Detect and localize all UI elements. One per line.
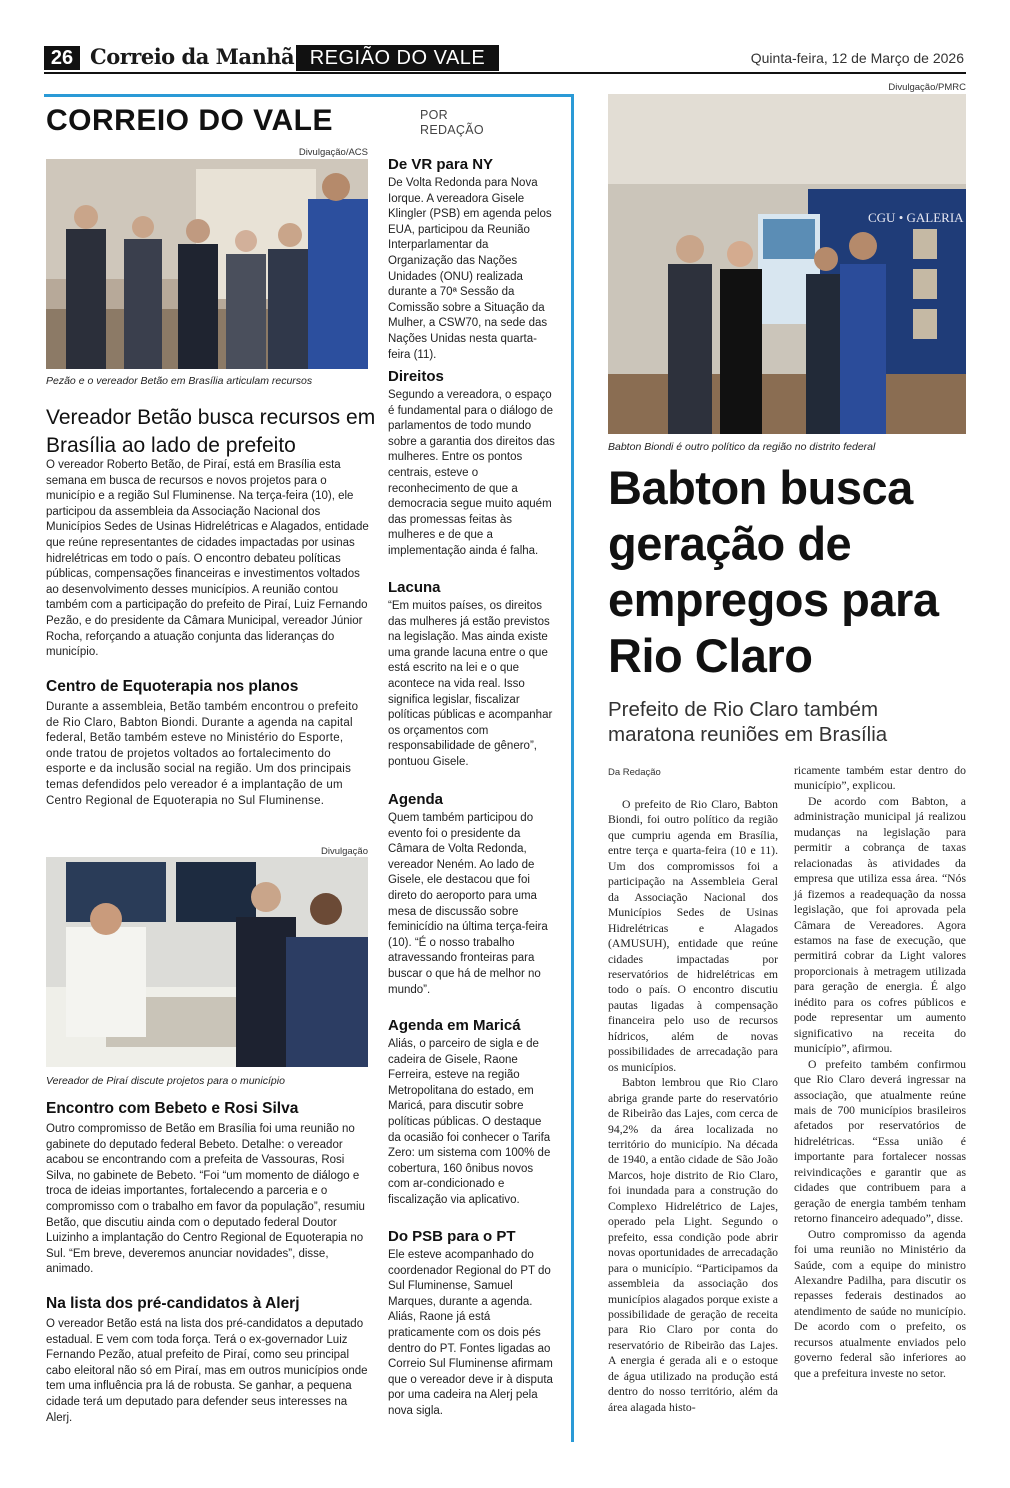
photo3-credit: Divulgação/PMRC	[888, 82, 966, 93]
article2-paragraph-4: O prefeito também confirmou que Rio Claro deverá ingressar na associação, que atualmente reúne mais de 700 municípios brasileiros afetados por reservatórios de hidrelétricas. “Essa união é importante para fortalecer nossas reivindicações e garantir que as cidades que contribuem para a geração de energia também tenham retorno financeiro adequado”, disse.	[794, 1057, 966, 1226]
photo2-caption: Vereador de Piraí discute projetos para o município	[46, 1075, 285, 1087]
note-title: De VR para NY	[388, 156, 494, 173]
note-title: Lacuna	[388, 579, 441, 596]
article1-headline: Vereador Betão busca recursos em Brasília ao lado de prefeito	[46, 406, 376, 457]
article1-subhead-equoterapia: Centro de Equoterapia nos planos	[46, 678, 299, 695]
note-text: Aliás, o parceiro de sigla e de cadeira de Gisele, Raone Ferreira, esteve na região Metropolitana do estado, em Maricá, para discutir sobre políticas públicas. O destaque da ocasião foi conhecer o Tarifa Zero: um sistema com 100% de cobertura, 160 ônibus novos com ar-condicionado e fiscalização via aplicativo.	[388, 1038, 551, 1206]
note-text: De Volta Redonda para Nova Iorque. A vereadora Gisele Klingler (PSB) em agenda pelos EUA, participou da Reunião Interparlamentar da Organização das Nações Unidades (ONU) realizada durante a 70ª Sessão da Comissão sobre a Situação da Mulher, a CSW70, na sede das Nações Unidas nesta quarta-feira (11).	[388, 177, 552, 361]
photo2-credit: Divulgação	[321, 846, 368, 857]
article1-paragraph-2: Durante a assembleia, Betão também encontrou o prefeito de Rio Claro, Babton Biondi. Durante a agenda na capital federal, Betão também esteve no Ministério do Esporte, onde tratou de projetos voltados ao fortalecimento do esporte e da inclusão social na região. Um dos principais temas defendidos pelo vereador é a implantação de um Centro Regional de Equoterapia no Sul Fluminense.	[46, 701, 359, 807]
page-number: 26	[44, 46, 80, 70]
note-lacuna	[388, 579, 556, 771]
photo-office-meeting	[46, 857, 368, 1067]
article2-paragraph-5: Outro compromisso da agenda foi uma reunião no Ministério da Saúde, com a equipe do ministro Alexandre Padilha, para discutir os repasses federais destinados ao atendimento de saúde no município. De acordo com o prefeito, os recursos atualmente enviados pelo governo federal são inferiores ao que a prefeitura investe no setor.	[794, 1227, 966, 1380]
photo1-caption: Pezão e o vereador Betão em Brasília articulam recursos	[46, 375, 313, 387]
photo3-caption: Babton Biondi é outro político da região no distrito federal	[608, 441, 876, 453]
note-title: Agenda	[388, 791, 444, 808]
note-title: Direitos	[388, 368, 444, 385]
photo-cgu-gallery	[608, 94, 966, 434]
note-text: Quem também participou do evento foi o presidente da Câmara de Volta Redonda, vereador Neném. Ao lado de Gisele, ele destacou que foi direto do aeroporto para uma mesa de discussão sobre feminicídio na última terça-feira (10). “É o nosso trabalho atravessando fronteiras para buscar o que há de melhor no mundo”.	[388, 812, 548, 996]
gallery-sign-text: CGU • GALERIA	[868, 210, 964, 225]
byline-line-2: REDAÇÃO	[420, 123, 484, 137]
article2-paragraph-1: O prefeito de Rio Claro, Babton Biondi, foi outro político da região que cumpriu agenda em Brasília, entre terça e quarta-feira (10 e 11). Um dos compromissos foi a participação na Assembleia Geral da Associação Nacional dos Municípios Sedes de Usinas Hidrelétricas e Alagados (AMUSUH), entidade que reúne cidades impactadas por reservatórios de hidrelétricas em todo o país. O encontro discutiu pautas ligadas à compensação financeira pelo uso de recursos hídricos, além de novas possibilidades de arrecadação para os municípios.	[608, 798, 778, 1074]
article2-column-1	[608, 797, 778, 1415]
article1-paragraph-3: Outro compromisso de Betão em Brasília foi uma reunião no gabinete do deputado federal Bebeto. Detalhe: o vereador acabou se encontrando com a prefeita de Vassouras, Rosi Silva, no gabinete de Bebeto. “Foi “um momento de diálogo e troca de ideias importantes, fortalecendo a parceria e o compromisso com o trabalho em favor da população”, resumiu Betão, que discutiu ainda com o deputado federal Doutor Luizinho a implantação do Centro Regional de Equoterapia no Sul. “Em breve, deveremos anunciar novidades”, disse, animado.	[46, 1123, 365, 1276]
note-psb-pt	[388, 1228, 556, 1420]
section-label: REGIÃO DO VALE	[296, 45, 499, 71]
masthead-logo: Correio da Manhã	[90, 44, 295, 69]
note-text: Segundo a vereadora, o espaço é fundamental para o diálogo de parlamentos de todo mundo sobre a garantia dos direitos das mulheres. Entre os pontos centrais, esteve o reconhecimento de que a democracia segue muito aquém das promessas feitas às mulheres e de que a implementação ainda é falha.	[388, 389, 555, 557]
column-byline	[420, 108, 484, 138]
article2-column-2	[794, 763, 966, 1381]
note-title: Agenda em Maricá	[388, 1017, 521, 1034]
issue-date: Quinta-feira, 12 de Março de 2026	[750, 50, 964, 66]
note-agenda	[388, 791, 556, 998]
article2-headline: Babton busca geração de empregos para Rio Claro	[608, 461, 939, 682]
article2-paragraph-3: De acordo com Babton, a administração municipal já realizou mudanças na legislação para permitir a cobrança de taxas relacionadas às atividades da empresa que utiliza essa área. “Nós já fizemos a readequação da nossa legislação, que foi aprovada pela Câmara de Vereadores. Agora estamos na fase de execução, que permitirá cobrar da Light valores proporcionais à metragem utilizada para geração de energia. É algo inédito para os cofres públicos e pode representar um aumento significativo na receita do município”, afirmou.	[794, 794, 966, 1056]
photo1-credit: Divulgação/ACS	[298, 147, 368, 158]
article2-paragraph-2: Babton lembrou que Rio Claro abriga grande parte do reservatório de Ribeirão das Lajes, com cerca de 94,2% da área localizada no território do município. Na década de 1940, a então cidade de São João Marcos, hoje distrito de Rio Claro, foi inundada para a construção do Complexo Hidrelétrico de Lajes, operado pela Light. Segundo o prefeito, essa condição pode abrir novas oportunidades de arrecadação para o município. “Participamos da assembleia da associação dos municípios alagados porque existe a possibilidade de geração de receita para Rio Claro por conta do reservatório de Ribeirão das Lajes. A energia é gerada ali e o estoque de água utilizado na produção está dentro do nosso território, além da área alagada histo-	[608, 1076, 778, 1414]
article2-byline: Da Redação	[608, 767, 661, 778]
article1-paragraph-1: O vereador Roberto Betão, de Piraí, está em Brasília esta semana em busca de recursos e novos projetos para o município e a região Sul Fluminense. Na terça-feira (10), ele participou da assembleia da Associação Nacional dos Municípios Sedes de Usinas Hidrelétricas e Alagados, entidade que reúne representantes de cidades impactadas por usinas hidrelétricas em todo o país. O encontro debateu políticas públicas, compensações financeiras e investimentos voltados ao desenvolvimento desses municípios. A reunião contou também com a participação do prefeito de Piraí, Luiz Fernando Pezão, e do presidente da Câmara Municipal, vereador Júnior Rocha, reforçando a atuação conjunta das lideranças do município.	[46, 459, 369, 659]
article1-subhead-alerj: Na lista dos pré-candidatos à Alerj	[46, 1295, 300, 1312]
note-text: “Em muitos países, os direitos das mulheres já estão previstos na legislação. Mas ainda existe uma grande lacuna entre o que está escrito na lei e o que acontece na vida real. Isso significa legislar, fiscalizar políticas públicas e acompanhar os orçamentos com responsabilidade de gênero”, pontuou Gisele.	[388, 600, 553, 768]
note-title: Do PSB para o PT	[388, 1228, 516, 1245]
photo-meeting-brasilia	[46, 159, 368, 369]
note-direitos	[388, 368, 556, 560]
header-rule	[44, 72, 966, 74]
column-title: CORREIO DO VALE	[46, 104, 333, 137]
article1-subhead-bebeto: Encontro com Bebeto e Rosi Silva	[46, 1100, 299, 1117]
note-agenda-marica	[388, 1017, 556, 1209]
note-vr-ny	[388, 156, 556, 363]
article1-paragraph-4: O vereador Betão está na lista dos pré-candidatos a deputado estadual. E vem com toda força. Terá o ex-governador Luiz Fernando Pezão, atual prefeito de Piraí, como seu principal cabo eleitoral não só em Piraí, mas em outros municípios onde tem uma influência pra lá de robusta. Se ganhar, a pequena cidade terá um deputado para defender seus interesses na Alerj.	[46, 1318, 368, 1424]
byline-line-1: POR	[420, 108, 448, 122]
article2-deck: Prefeito de Rio Claro também maratona reuniões em Brasília	[608, 698, 888, 746]
article2-paragraph-continued: ricamente também estar dentro do município”, explicou.	[794, 764, 966, 793]
note-text: Ele esteve acompanhado do coordenador Regional do PT do Sul Fluminense, Samuel Marques, durante a agenda. Aliás, Raone já está praticamente com os dois pés dentro do PT. Fontes ligadas ao Correio Sul Fluminense afirmam que o vereador deve ir à disputa por uma cadeira na Alerj pela nova sigla.	[388, 1249, 553, 1417]
